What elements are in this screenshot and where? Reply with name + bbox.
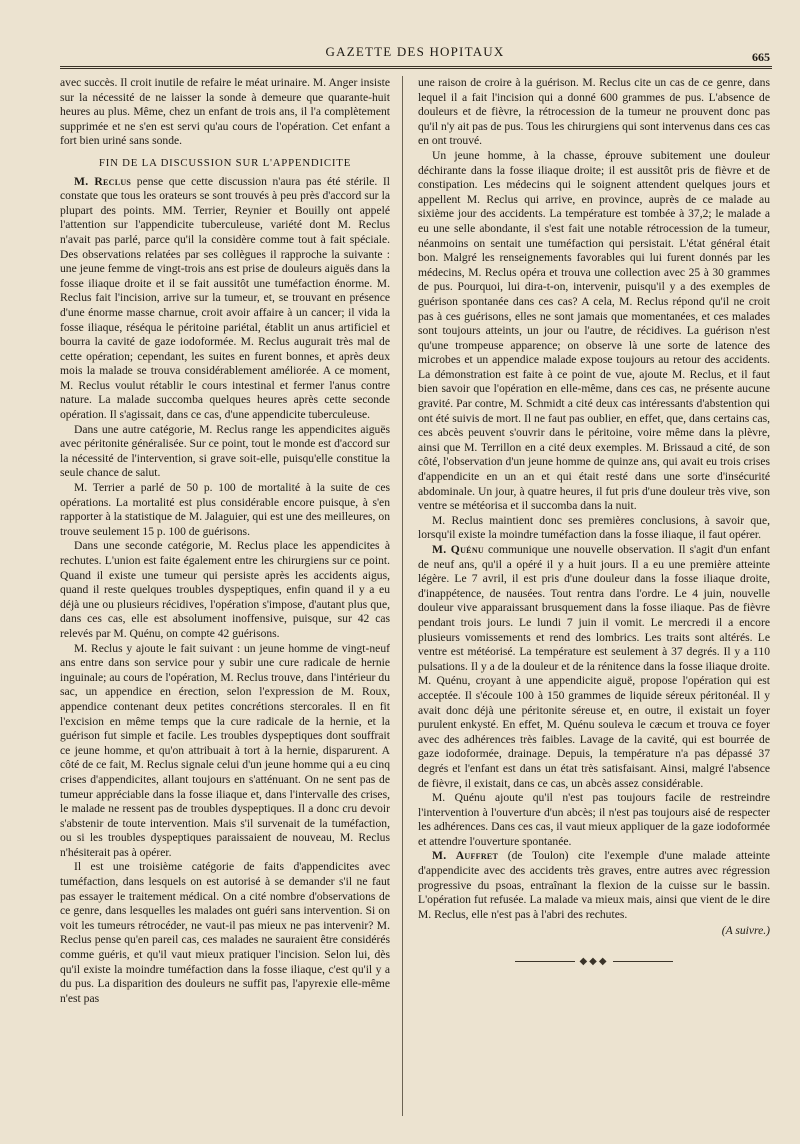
paragraph-intro: avec succès. Il croit inutile de refaire le méat urinaire. M. Anger insiste sur la nécessité de ne laisser la sonde à demeure que quarante-huit heures au plus. Même, chez un enfant de trois ans, il l'a complètement supprimée et ne s'en est servi qu'au cours de l'opération. Cet enfant a fort bien uriné sans sonde. (60, 76, 390, 148)
paragraph-troisieme-categorie: Il est une troisième catégorie de faits d'appendicites avec tuméfaction, dans lesquels on est autorisé à se demander s'il ne faut pas essayer le traitement médical. On a cité nombre d'observations de ce genre, dans lesquelles les malades ont guéri sans intervention. Si on voit les tumeurs rétrocéder, ne vaut-il pas mieux ne pas intervenir? M. Reclus pense qu'en pareil cas, ces malades ne sauraient être considérés comme guéris, et qu'il vaut mieux pratiquer l'incision. Selon lui, dès qu'il existe la moindre tuméfaction dans la fosse iliaque, c'est qu'il y a du pus. La disparition des douleurs ne suffit pas, l'apyrexie elle-même n'est pas (60, 860, 390, 1005)
to-be-continued: (A suivre.) (721, 924, 770, 938)
page-number: 665 (752, 50, 770, 64)
paragraph-hernie: M. Reclus y ajoute le fait suivant : un jeune homme de vingt-neuf ans entre dans son service pour y subir une cure radicale de hernie inguinale; au cours de l'opération, M. Reclus trouve, dans l'intérieur du sac, un appendice en érection, selon l'expression de M. Roux, appendice contenant deux petites concrétions stercorales. Il en fit l'excision en même temps que la cure radicale de la hernie, et la guérison fut simple et facile. Les troubles dyspeptiques dont souffrait ce jeune homme, et qu'on attribuait à tort à la hernie, disparurent. A côté de ce fait, M. Reclus signale celui d'un jeune homme qui a eu cinq crises d'appendicites, allant toujours en s'atténuant. On ne sent pas de tumeur appréciable dans la fosse iliaque et, dans l'intervalle des crises, le malade ne ressent pas de troubles dyspeptiques. Il a donc cru devoir s'abstenir de toute intervention. Mais s'il survenait de la tuméfaction, ou si les troubles dyspeptiques paraissaient de nouveau, M. Reclus n'hésiterait pas à opérer. (60, 641, 390, 859)
paragraph-chasse: Un jeune homme, à la chasse, éprouve subitement une douleur déchirante dans la fosse iliaque droite; il est aussitôt pris de fièvre et de constipation. Les médecins qui le soignent attendent quelques jours et appellent M. Reclus qui arrive, en province, auprès de ce malade au sixième jour des accidents. La température est tombée à 37,2; le malade a eu une selle abondante, il s'est fait une notable rétrocession de la tumeur, néanmoins on sentait une tuméfaction qui persistait. L'état général était bon. Malgré les renseignements favorables qui lui furent donnés par les médecins, M. Reclus opéra et trouva une collection avec 25 à 30 grammes de pus. Pourquoi, lui dira-t-on, intervenir, puisqu'il y a des exemples de guérison spontanée dans ces cas? A cela, M. Reclus répond qu'il ne croit pas à ces guérisons, elles ne sont jamais que momentanées, et ces malades sont toujours atteints, un jour ou l'autre, de récidives. La guérison n'est qu'une trompeuse apparence; on observe là une sorte de latence des microbes et un appendice malade expose toujours au retour des accidents. La démonstration est faite à ce point de vue, ajoute M. Reclus, et il faut bien savoir que l'opération en elle-même, dans ces cas, ne présente aucune gravité. Par contre, M. Schmidt a cité deux cas intéressants d'abstention qui ont été suivis de mort. Il ne faut pas oublier, en effet, que, dans certains cas, ces abcès peuvent s'ouvrir dans le péritoine, voire même dans la plèvre, ainsi que M. Terrillon en a cité deux exemples. M. Brissaud a cité, de son côté, l'observation d'un jeune homme de quinze ans, qui avait eu trois crises d'appendicite en un an et qui était resté dans une sorte d'insécurité abdominale. Un jour, à quatre heures, il fut pris d'une douleur très vive, son ventre se météorisa et il succomba dans la nuit. (418, 148, 770, 513)
speaker-name: M. Reclus (74, 174, 132, 188)
journal-title: GAZETTE DES HOPITAUX (325, 44, 505, 59)
paragraph-peritonite: Dans une autre catégorie, M. Reclus range les appendicites aiguës avec péritonite généralisée. Sur ce point, tout le monde est d'accord sur la nécessité de l'intervention, si grave soit-elle, puisqu'elle constitue la seule chance de salut. (60, 422, 390, 480)
paragraph-rechutes: Dans une seconde catégorie, M. Reclus place les appendicites à rechutes. L'union est faite également entre les chirurgiens sur ce point. Quand il existe une tumeur qui persiste après les accidents aigus, quand il reste quelques troubles dyspeptiques, enfin quand il y a eu déjà une ou plusieurs récidives, l'opération s'impose, d'autant plus que, dans ces cas, elle est absolument inoffensive, puisque, sur 42 cas relevés par M. Quénu, on compte 42 guérisons. (60, 539, 390, 640)
paragraph-text: pense que cette discussion n'aura pas été stérile. Il constate que tous les orateurs se sont trouvés à peu près d'accord sur la plupart des points. MM. Terrier, Reynier et Bouilly ont appelé l'attention sur l'appendicite tuberculeuse, variété dont M. Reclus n'avait pas parlé, parce qu'il la considère comme tout à fait spéciale. Des observations relatées par ses collègues il rapproche la suivante : une jeune femme de vingt-trois ans est prise de douleurs aiguës dans la fosse iliaque droite et il se fait aussitôt une tuméfaction énorme. M. Reclus fait l'incision, arrive sur la tumeur, et, se trouvant en présence d'une énorme masse charnue, croit avoir affaire à un cancer; il vida la fosse iliaque, réséqua le péritoine pariétal, établit un anus artificiel et bourra la cavité de gaze iodoformée. M. Reclus augurait très mal de cette opération; cependant, les suites en furent bonnes, et après deux mois la malade se trouva considérablement améliorée. A ce moment, M. Reclus voulut rétablir le cours intestinal et fermer l'anus contre nature. La malade succomba quelques heures après cette seconde opération. Il s'agissait, dans ce cas, d'une appendicite tuberculeuse. (60, 174, 390, 422)
speaker-name: M. Auffret (432, 849, 499, 863)
page-header (60, 44, 770, 68)
section-title: FIN DE LA DISCUSSION SUR L'APPENDICITE (98, 156, 352, 169)
paragraph-text: communique une nouvelle observation. Il s'agit d'un enfant de neuf ans, qu'il a opéré il y a huit jours. Il a eu une première atteinte légère. Le 7 avril, il est pris d'une douleur dans la fosse iliaque droite, d'inappétence, de nausées. Tout rentra dans l'ordre. Le 4 juin, nouvelle douleur vive apparaissant brusquement dans la fosse iliaque. Pas de fièvre pendant trois jours. Le lundi 7 juin il vomit. Le mercredi il a encore plusieurs vomissements et rend des lombrics. Les traits sont altérés. Le ventre est météorisé. La température est seulement à 37 degrés. Il y a 110 pulsations. Il y a de la douleur et de la rénitence dans la fosse iliaque droite. M. Quénu, croyant à une appendicite aiguë, propose l'opération qui est acceptée. Il s'écoule 100 à 150 grammes de liquide séreux péritonéal. Il y avait donc déjà une péritonite séreuse et, en outre, il existait un foyer purulent enkysté. En effet, M. Quénu souleva le cæcum et trouva ce foyer avec des adhérences très faibles. Lavage de la cavité, qui est bourrée de gaze iodoformée, drainage. Depuis, la température n'a pas dépassé 37 degrés et l'enfant est dans un état très satisfaisant. Ainsi, malgré l'absence de fièvre, il existait, dans ce cas, un abcès assez considérable. (418, 543, 770, 790)
paragraph-reclus (60, 175, 390, 423)
speaker-name: M. Quénu (432, 543, 484, 556)
right-column (418, 76, 770, 970)
header-rule (60, 66, 772, 69)
paragraph-quenu-ajoute: M. Quénu ajoute qu'il n'est pas toujours facile de restreindre l'intervention à l'ouverture d'un abcès; il n'est pas toujours aisé de respecter les adhérences. Dans ces cas, il vaut mieux appliquer de la gaze iodoformée et attendre l'ouverture spontanée. (418, 791, 770, 848)
paragraph-auffret (418, 849, 770, 922)
paragraph-text: (de Toulon) cite l'exemple d'une malade atteinte d'appendicite avec des accidents très graves, entre autres avec régression progressive du psoas, entraînant la flexion de la cuisse sur le bassin. L'opération fut refusée. La malade va mieux mais, ainsi que vient de le dire M. Reclus, elle n'est pas à l'abri des rechutes. (418, 849, 770, 921)
paragraph-quenu (418, 543, 770, 791)
left-column (60, 76, 390, 1006)
paragraph-mortalite: M. Terrier a parlé de 50 p. 100 de mortalité à la suite de ces opérations. La mortalité est plus considérable encore puisque, à s'en rapporter à la statistique de M. Jalaguier, qui est une des meilleures, on trouve seulement 15 p. 100 de guérisons. (60, 481, 390, 538)
paragraph-conclusions: M. Reclus maintient donc ses premières conclusions, à savoir que, lorsqu'il existe la moindre tuméfaction dans la fosse iliaque, il faut opérer. (418, 513, 770, 542)
end-ornament: ◆◆◆ (418, 955, 770, 970)
paragraph-continuation: une raison de croire à la guérison. M. Reclus cite un cas de ce genre, dans lequel il a fait l'incision qui a donné 600 grammes de pus. L'absence de douleurs et de fièvre, la rétrocession de la tumeur ne prouvent donc pas qu'il n'y ait pas de pus. Tous les chirurgiens qui sont intervenus dans ces cas en ont trouvé. (418, 76, 770, 148)
column-divider (402, 76, 403, 1116)
